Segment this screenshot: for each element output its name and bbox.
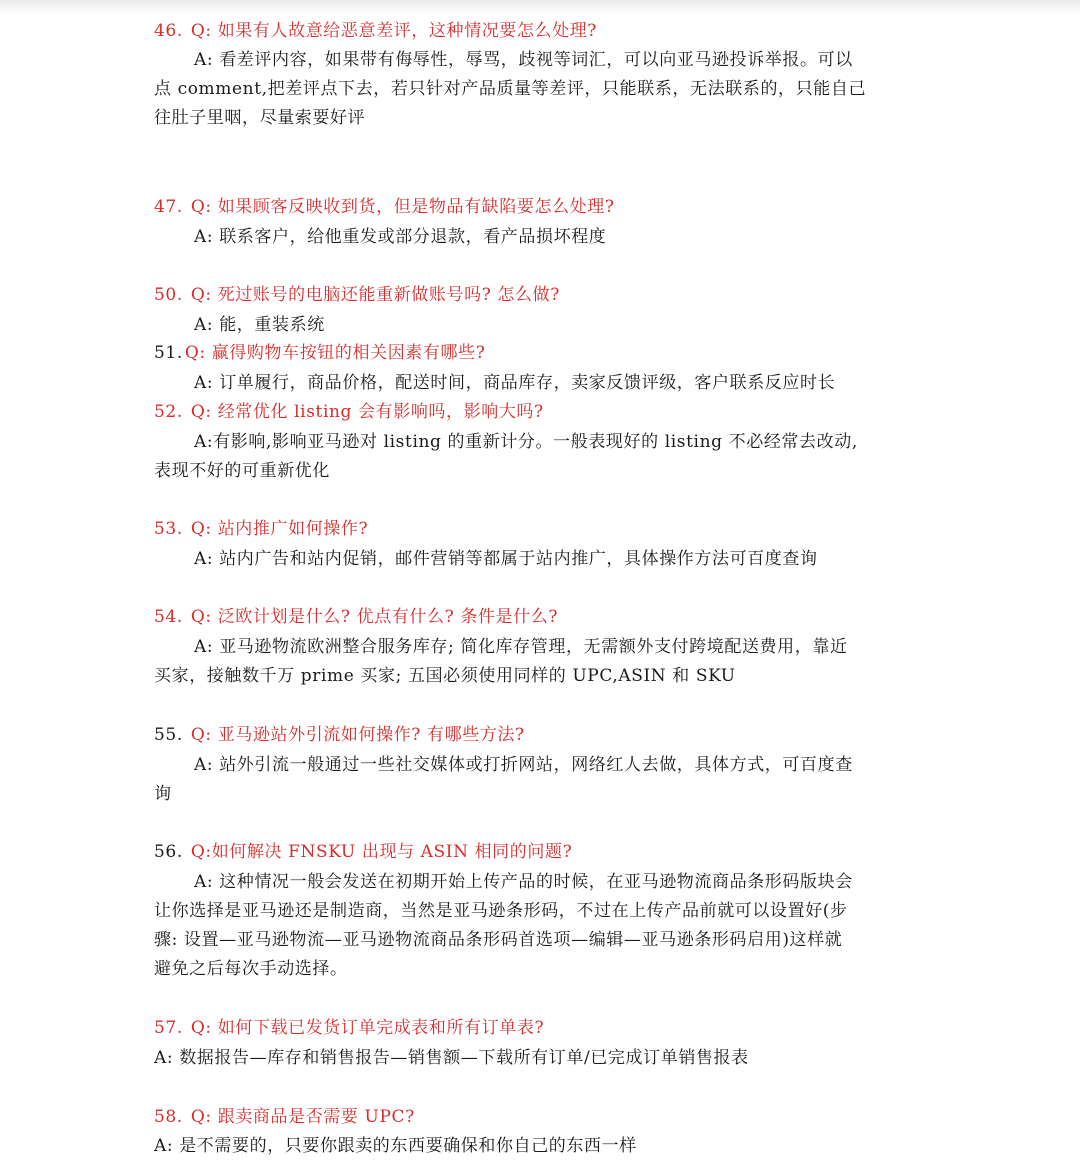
answer-line: A: 站内广告和站内促销，邮件营销等都属于站内推广，具体操作方法可百度查询 <box>194 549 818 569</box>
answer-line: A: 订单履行，商品价格，配送时间，商品库存，卖家反馈评级，客户联系反应时长 <box>194 373 836 393</box>
question-text: Q: 如果顾客反映收到货，但是物品有缺陷要怎么处理? <box>190 197 615 217</box>
question-text: Q: 死过账号的电脑还能重新做账号吗? 怎么做? <box>190 285 560 305</box>
question-number: 51. <box>154 343 183 363</box>
answer-line: 往肚子里咽，尽量索要好评 <box>154 108 366 128</box>
answer-line: 询 <box>154 784 172 804</box>
faq-question-52 <box>154 401 954 423</box>
answer-line: A: 能，重装系统 <box>194 315 325 335</box>
answer-line: 表现不好的可重新优化 <box>154 461 330 481</box>
faq-answer-50 <box>194 311 954 340</box>
question-text: Q: 站内推广如何操作? <box>190 519 369 539</box>
answer-line: 买家，接触数千万 prime 买家; 五国必须使用同样的 UPC,ASIN 和 SKU <box>154 666 736 686</box>
question-number: 58. <box>154 1107 183 1127</box>
question-number: 55. <box>154 725 183 745</box>
faq-answer-51 <box>194 369 954 398</box>
faq-answer-55 <box>154 751 938 809</box>
question-text: Q: 泛欧计划是什么? 优点有什么? 条件是什么? <box>190 607 559 627</box>
answer-line: 避免之后每次手动选择。 <box>154 959 348 979</box>
faq-question-51 <box>154 342 954 364</box>
faq-question-47 <box>154 196 954 218</box>
answer-line: A: 数据报告—库存和销售报告—销售额—下载所有订单/已完成订单销售报表 <box>154 1048 749 1068</box>
question-number: 54. <box>154 607 183 627</box>
answer-line: A:有影响,影响亚马逊对 listing 的重新计分。一般表现好的 listing 不必经常去改动, <box>194 432 858 452</box>
faq-answer-57 <box>154 1044 938 1073</box>
faq-answer-56 <box>154 868 938 984</box>
question-number: 53. <box>154 519 183 539</box>
answer-line: A: 是不需要的，只要你跟卖的东西要确保和你自己的东西一样 <box>154 1136 637 1156</box>
answer-line: A: 这种情况一般会发送在初期开始上传产品的时候，在亚马逊物流商品条形码版块会 <box>194 872 853 892</box>
faq-answer-46 <box>154 46 938 133</box>
question-number: 47. <box>154 197 183 217</box>
question-text: Q:如何解决 FNSKU 出现与 ASIN 相同的问题? <box>190 842 573 862</box>
faq-question-53 <box>154 518 954 540</box>
faq-question-56 <box>154 841 954 863</box>
question-number: 52. <box>154 402 183 422</box>
faq-answer-54 <box>154 633 938 691</box>
faq-question-57 <box>154 1017 954 1039</box>
question-text: Q: 如果有人故意给恶意差评，这种情况要怎么处理? <box>190 21 598 41</box>
faq-answer-53 <box>194 545 954 574</box>
question-number: 56. <box>154 842 183 862</box>
question-number: 57. <box>154 1018 183 1038</box>
question-text: Q: 赢得购物车按钮的相关因素有哪些? <box>184 343 486 363</box>
faq-question-46 <box>154 20 954 42</box>
question-text: Q: 如何下载已发货订单完成表和所有订单表? <box>190 1018 545 1038</box>
answer-line: 点 comment,把差评点下去，若只针对产品质量等差评，只能联系，无法联系的，只能自己 <box>154 79 867 99</box>
answer-line: A: 站外引流一般通过一些社交媒体或打折网站，网络红人去做，具体方式，可百度查 <box>194 755 853 775</box>
faq-question-58 <box>154 1106 954 1128</box>
faq-question-55 <box>154 724 954 746</box>
question-text: Q: 跟卖商品是否需要 UPC? <box>190 1107 415 1127</box>
faq-answer-47 <box>194 223 954 252</box>
faq-question-54 <box>154 606 954 628</box>
question-text: Q: 亚马逊站外引流如何操作? 有哪些方法? <box>190 725 525 745</box>
answer-line: A: 看差评内容，如果带有侮辱性，辱骂，歧视等词汇，可以向亚马逊投诉举报。可以 <box>194 50 853 70</box>
question-text: Q: 经常优化 listing 会有影响吗，影响大吗? <box>190 402 544 422</box>
answer-line: A: 联系客户，给他重发或部分退款，看产品损坏程度 <box>194 227 607 247</box>
faq-answer-52 <box>154 428 938 486</box>
faq-answer-58 <box>154 1132 938 1161</box>
answer-line: 骤: 设置—亚马逊物流—亚马逊物流商品条形码首选项—编辑—亚马逊条形码启用)这样就 <box>154 930 843 950</box>
question-number: 46. <box>154 21 183 41</box>
faq-question-50 <box>154 284 954 306</box>
answer-line: A: 亚马逊物流欧洲整合服务库存; 简化库存管理，无需额外支付跨境配送费用，靠近 <box>194 637 848 657</box>
question-number: 50. <box>154 285 183 305</box>
answer-line: 让你选择是亚马逊还是制造商，当然是亚马逊条形码，不过在上传产品前就可以设置好(步 <box>154 901 848 921</box>
